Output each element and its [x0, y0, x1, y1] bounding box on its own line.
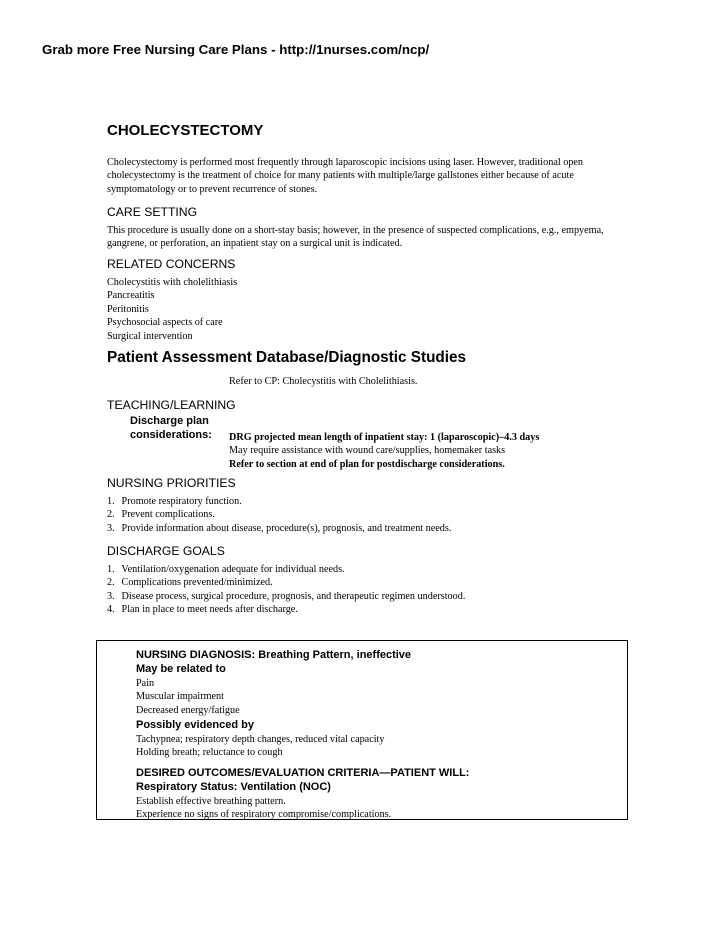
- list-item: Psychosocial aspects of care: [107, 317, 223, 329]
- list-item: [107, 563, 465, 576]
- list-item: Pancreatitis: [107, 290, 155, 302]
- evidenced-by-list: [136, 733, 384, 760]
- item-number: 3.: [107, 522, 115, 534]
- refer-line: Refer to section at end of plan for postdischarge considerations.: [229, 458, 505, 470]
- noc-list: [136, 795, 391, 822]
- related-to-heading: May be related to: [136, 663, 226, 675]
- care-setting-text: This procedure is usually done on a short-stay basis; however, in the presence of suspected complications, e.g., empyema, gangrene, or perforation, an inpatient stay on a surgical unit is indicated.: [107, 225, 604, 250]
- discharge-plan-details: [229, 431, 539, 471]
- item-text: Complications prevented/minimized.: [121, 577, 273, 589]
- discharge-goals-heading: DISCHARGE GOALS: [107, 544, 225, 558]
- list-item: Muscular impairment: [136, 691, 224, 703]
- assessment-heading: Patient Assessment Database/Diagnostic Studies: [107, 349, 467, 366]
- list-item: Surgical intervention: [107, 330, 193, 342]
- discharge-plan-label: [130, 415, 212, 442]
- list-item: [107, 603, 465, 616]
- related-to-list: [136, 677, 240, 717]
- item-text: Plan in place to meet needs after discharge.: [121, 604, 298, 616]
- item-number: 2.: [107, 509, 115, 521]
- care-setting-heading: CARE SETTING: [107, 205, 198, 219]
- item-number: 1.: [107, 496, 115, 507]
- intro-paragraph: Cholecystectomy is performed most frequently through laparoscopic incisions using laser. However, traditional open cholecystectomy is the treatment of choice for many patients with multiple/large gallstones either because of acute symptomatology or to prevent recurrence of stones.: [107, 157, 584, 195]
- list-item: [107, 576, 465, 589]
- nursing-priorities-heading: NURSING PRIORITIES: [107, 476, 236, 490]
- item-number: 2.: [107, 577, 115, 589]
- list-item: [107, 508, 451, 521]
- teaching-heading: TEACHING/LEARNING: [107, 398, 236, 412]
- item-text: Prevent complications.: [121, 509, 215, 521]
- list-item: Cholecystitis with cholelithiasis: [107, 277, 238, 288]
- discharge-plan-label-line: Discharge plan: [130, 415, 209, 427]
- item-text: Provide information about disease, procedure(s), prognosis, and treatment needs.: [121, 522, 452, 534]
- item-number: 4.: [107, 604, 115, 616]
- evidenced-by-heading: Possibly evidenced by: [136, 719, 254, 731]
- item-number: 1.: [107, 564, 115, 575]
- related-concerns-list: [107, 276, 237, 343]
- item-text: Promote respiratory function.: [121, 496, 242, 507]
- list-item: [107, 522, 451, 535]
- noc-heading: Respiratory Status: Ventilation (NOC): [136, 781, 331, 793]
- list-item: Tachypnea; respiratory depth changes, reduced vital capacity: [136, 734, 385, 745]
- page-banner: Grab more Free Nursing Care Plans - http://1nurses.com/ncp/: [42, 42, 430, 57]
- discharge-plan-label-line: considerations:: [130, 428, 212, 441]
- los-line: DRG projected mean length of inpatient stay: 1 (laparoscopic)–4.3 days: [229, 432, 540, 443]
- item-number: 3.: [107, 590, 115, 602]
- desired-outcomes-heading: DESIRED OUTCOMES/EVALUATION CRITERIA—PATIENT WILL:: [136, 767, 470, 779]
- discharge-goals-list: [107, 563, 465, 617]
- list-item: [107, 495, 451, 508]
- list-item: Peritonitis: [107, 303, 149, 315]
- assistance-line: May require assistance with wound care/supplies, homemaker tasks: [229, 445, 506, 457]
- list-item: Holding breath; reluctance to cough: [136, 747, 283, 759]
- list-item: Decreased energy/fatigue: [136, 704, 240, 716]
- list-item: Establish effective breathing pattern.: [136, 796, 286, 807]
- list-item: Experience no signs of respiratory compromise/complications.: [136, 809, 392, 821]
- nursing-priorities-list: [107, 495, 451, 535]
- assessment-reference: Refer to CP: Cholecystitis with Cholelithiasis.: [229, 376, 418, 387]
- list-item: [107, 590, 465, 603]
- related-concerns-heading: RELATED CONCERNS: [107, 257, 236, 271]
- page-title: CHOLECYSTECTOMY: [107, 122, 264, 139]
- diagnosis-title: NURSING DIAGNOSIS: Breathing Pattern, ineffective: [136, 649, 412, 661]
- item-text: Ventilation/oxygenation adequate for individual needs.: [121, 564, 345, 575]
- item-text: Disease process, surgical procedure, prognosis, and therapeutic regimen understood.: [121, 590, 466, 602]
- list-item: Pain: [136, 678, 155, 689]
